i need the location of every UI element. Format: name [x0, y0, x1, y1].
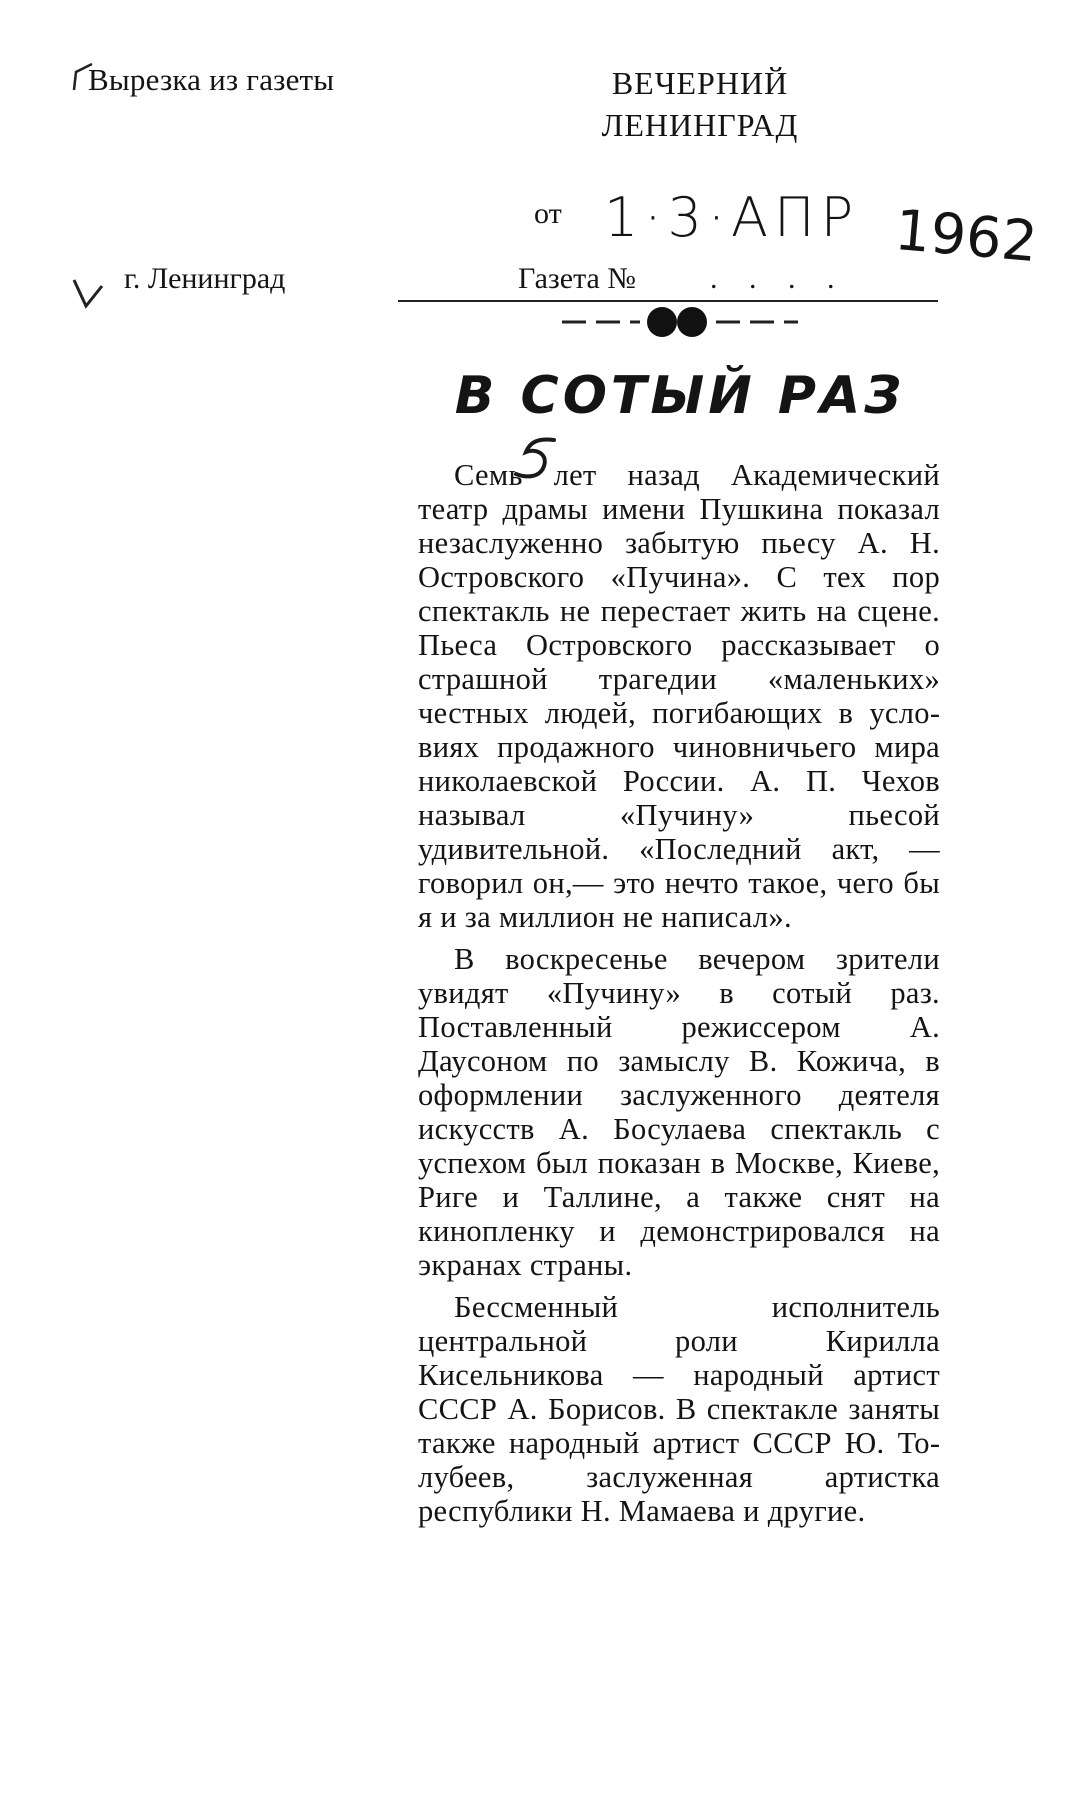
header-rule [398, 300, 938, 302]
date-stamp: 1·3·АПР [604, 186, 860, 249]
ornament-divider [560, 304, 800, 344]
city-label: г. Ленинград [124, 262, 286, 295]
newspaper-name [560, 62, 840, 146]
clip-source-label: Вырезка из газеты [88, 62, 335, 97]
gazeta-number-label: Газета № [518, 262, 636, 295]
article-body [418, 458, 940, 1536]
date-prefix: от [534, 197, 562, 230]
newspaper-name-line1: ВЕЧЕРНИЙ [611, 65, 789, 101]
article-paragraph-3: Бессменный исполнитель центральной роли Кирилла Кисельникова — народный артист СССР А. Борисов. В спектакле заняты также народный артист СССР Ю. Толубеев, заслуженная артистка республики Н. Мамаева и другие. [418, 1290, 940, 1528]
article-headline: В СОТЫЙ РАЗ [454, 366, 906, 426]
article-paragraph-1: Семь лет назад Академический театр драмы имени Пушкина показал незаслуженно забытую пьесу А. Н. Островского «Пучина». С тех пор спектакль не перестает жить на сцене. Пьеса Островского рассказывает о страшной трагедии «маленьких» честных людей, погибающих в условиях продажного чиновничьего мира николаевской России. А. П. Чехов называл «Пучину» пьесой удивительной. «Последний акт, — говорил он,— это нечто такое, чего бы я и за миллион не написал». [418, 458, 940, 934]
date-year-handwritten: 1962 [892, 198, 1040, 276]
newspaper-name-line2: ЛЕНИНГРАД [601, 107, 799, 143]
gazeta-number-blank: . . . . [710, 262, 847, 295]
article-paragraph-2: В воскресенье вечером зрители увидят «Пучину» в сотый раз. Поставленный режиссером А. Даусоном по замыслу В. Кожича, в оформлении заслуженного деятеля искусств А. Босулаева спектакль с успехом был показан в Москве, Киеве, Риге и Таллине, а также снят на кинопленку и демонстрировался на экранах страны. [418, 942, 940, 1282]
clip-corner-mark-lower [72, 276, 106, 310]
